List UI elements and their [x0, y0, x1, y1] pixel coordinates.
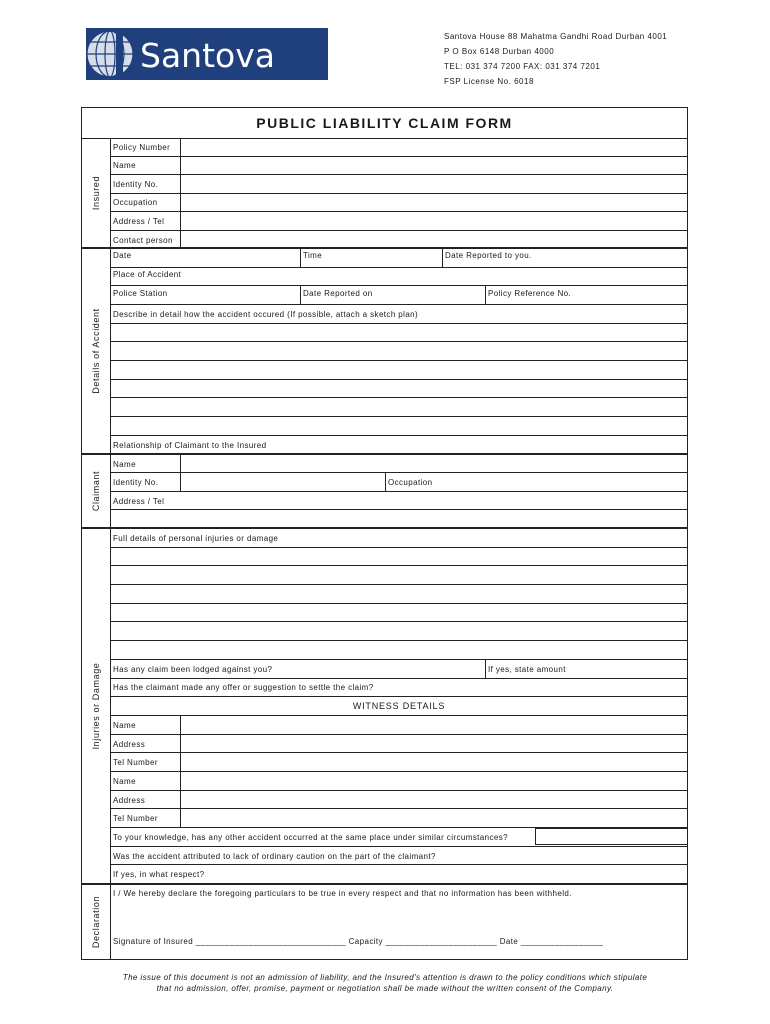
section-insured: [82, 138, 111, 248]
section-label: Injuries or Damage: [91, 662, 101, 749]
section-injuries: [82, 528, 111, 883]
similar-accident-question: To your knowledge, has any other accident occurred at the same place under similar circumstances?: [113, 833, 508, 842]
section-label: Details of Accident: [91, 308, 101, 394]
section-label: Claimant: [91, 470, 101, 512]
contact-person-label: Contact person: [113, 236, 173, 245]
state-amount-label: If yes, state amount: [488, 665, 566, 674]
accident-time-label: Time: [303, 251, 323, 260]
address-line: P O Box 6148 Durban 4000: [444, 47, 555, 56]
address-line: Santova House 88 Mahatma Gandhi Road Durban 4001: [444, 32, 668, 41]
address-line: TEL: 031 374 7200 FAX: 031 374 7201: [444, 62, 601, 71]
witness-name-label: Name: [113, 777, 136, 786]
policy-number-label: Policy Number: [113, 143, 171, 152]
section-declaration: [82, 883, 111, 960]
police-station-label: Police Station: [113, 289, 168, 298]
footer-disclaimer: [100, 972, 670, 994]
declaration-statement: I / We hereby declare the foregoing particulars to be true in every respect and that no information has been withheld.: [113, 889, 572, 898]
claimant-occupation-label: Occupation: [388, 478, 433, 487]
svg-text:Santova: Santova: [140, 36, 275, 75]
similar-accident-answer-box[interactable]: [535, 828, 688, 845]
offer-settle-label: Has the claimant made any offer or suggestion to settle the claim?: [113, 683, 374, 692]
form-title: PUBLIC LIABILITY CLAIM FORM: [82, 108, 687, 139]
insured-identity-label: Identity No.: [113, 180, 159, 189]
relationship-label: Relationship of Claimant to the Insured: [113, 441, 267, 450]
insured-occupation-label: Occupation: [113, 198, 158, 207]
footer-line: that no admission, offer, promise, payment or negotiation shall be made without the written consent of the Company.: [156, 984, 614, 993]
witness-name-label: Name: [113, 721, 136, 730]
witness-details-header: WITNESS DETAILS: [352, 701, 446, 711]
witness-address-label: Address: [113, 796, 146, 805]
address-line: FSP License No. 6018: [444, 77, 534, 86]
claimant-identity-label: Identity No.: [113, 478, 159, 487]
claim-form: [81, 107, 688, 960]
company-address: [444, 29, 667, 89]
policy-reference-label: Policy Reference No.: [488, 289, 572, 298]
in-what-respect-question: If yes, in what respect?: [113, 870, 205, 879]
section-label: Insured: [91, 175, 101, 211]
witness-tel-label: Tel Number: [113, 758, 158, 767]
describe-accident-label: Describe in detail how the accident occured (If possible, attach a sketch plan): [113, 310, 419, 319]
injuries-details-label: Full details of personal injuries or damage: [113, 534, 279, 543]
footer-line: The issue of this document is not an admission of liability, and the Insured's attention is drawn to the policy conditions which stipulate: [122, 973, 648, 982]
claim-lodged-label: Has any claim been lodged against you?: [113, 665, 273, 674]
insured-address-label: Address / Tel: [113, 217, 165, 226]
date-reported-to-you-label: Date Reported to you.: [445, 251, 532, 260]
date-reported-on-label: Date Reported on: [303, 289, 373, 298]
insured-name-label: Name: [113, 161, 136, 170]
section-claimant: [82, 454, 111, 528]
ordinary-caution-question: Was the accident attributed to lack of ordinary caution on the part of the claimant?: [113, 852, 436, 861]
section-accident: [82, 248, 111, 454]
signature-line: Signature of Insured _______________________________ Capacity _______________________ Date _________________: [113, 937, 604, 946]
santova-logo: [86, 28, 328, 80]
claimant-name-label: Name: [113, 460, 136, 469]
place-of-accident-label: Place of Accident: [113, 270, 182, 279]
witness-tel-label: Tel Number: [113, 814, 158, 823]
witness-address-label: Address: [113, 740, 146, 749]
claimant-address-label: Address / Tel: [113, 497, 165, 506]
section-label: Declaration: [91, 895, 101, 948]
accident-date-label: Date: [113, 251, 132, 260]
